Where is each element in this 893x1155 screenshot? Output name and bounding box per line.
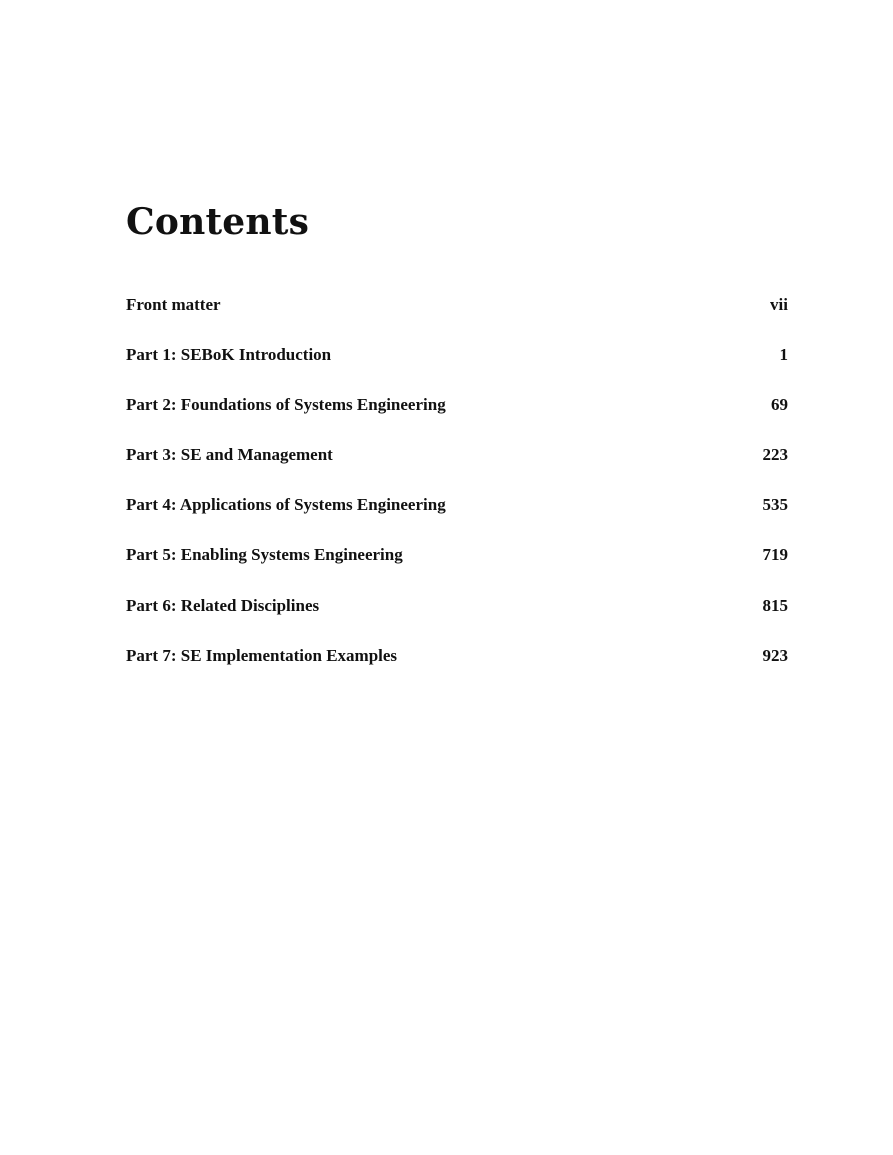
toc-entry-page-number: 69 bbox=[771, 395, 788, 415]
toc-entry-page-number: 1 bbox=[779, 345, 788, 365]
toc-entry-label: Part 5: Enabling Systems Engineering bbox=[126, 545, 403, 565]
toc-entry-front-matter[interactable] bbox=[126, 292, 788, 342]
toc-entry-page-number: 223 bbox=[762, 445, 788, 465]
toc-entry-part-7[interactable] bbox=[126, 643, 788, 693]
toc-entry-label: Part 1: SEBoK Introduction bbox=[126, 345, 332, 365]
toc-entry-part-6[interactable] bbox=[126, 593, 788, 643]
toc-entry-part-1[interactable] bbox=[126, 342, 788, 392]
toc-entry-label: Front matter bbox=[126, 295, 221, 314]
toc-entry-label: Part 7: SE Implementation Examples bbox=[126, 645, 398, 665]
toc-entry-page-number: 923 bbox=[762, 645, 788, 665]
toc-entry-label: Part 2: Foundations of Systems Engineering bbox=[126, 395, 446, 415]
toc-entry-page-number: 719 bbox=[762, 545, 788, 565]
toc-entry-label: Part 6: Related Disciplines bbox=[126, 595, 320, 615]
toc-entry-part-2[interactable] bbox=[126, 392, 788, 442]
table-of-contents bbox=[126, 292, 788, 693]
toc-entry-page-number: 815 bbox=[762, 595, 788, 615]
toc-entry-part-5[interactable] bbox=[126, 542, 788, 592]
toc-entry-page-number: 535 bbox=[762, 495, 788, 515]
toc-entry-part-3[interactable] bbox=[126, 442, 788, 492]
toc-entry-label: Part 3: SE and Management bbox=[126, 445, 333, 465]
toc-entry-label: Part 4: Applications of Systems Engineering bbox=[126, 495, 446, 515]
page-title: Contents bbox=[126, 201, 310, 243]
toc-entry-page-number: vii bbox=[770, 295, 788, 314]
toc-entry-part-4[interactable] bbox=[126, 492, 788, 542]
